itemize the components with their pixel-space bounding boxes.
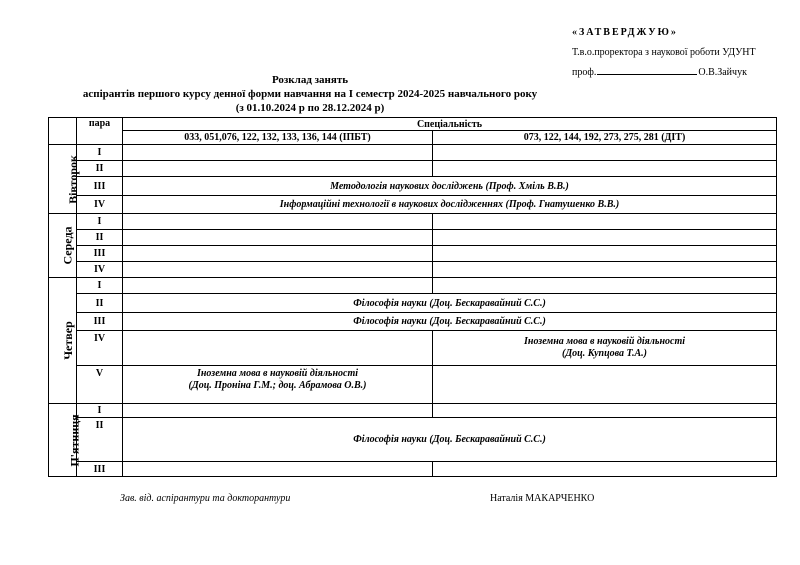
schedule-cell xyxy=(123,278,433,294)
table-row xyxy=(49,177,777,196)
document-subtitle: аспірантів першого курсу денної форми навчання на І семестр 2024-2025 навчального року xyxy=(82,88,538,101)
pair-number: II xyxy=(77,161,123,177)
pair-number: III xyxy=(77,177,123,196)
schedule-cell xyxy=(433,230,777,246)
table-row xyxy=(49,331,777,366)
approval-name: О.В.Зайчук xyxy=(698,67,747,78)
pair-number: I xyxy=(77,404,123,418)
header-specialty: Спеціальність xyxy=(123,118,777,131)
table-row xyxy=(49,161,777,177)
subject-teacher: (Доц. Купцова Т.А.) xyxy=(562,348,648,359)
document-title: Розклад занять xyxy=(271,74,349,86)
pair-number: IV xyxy=(77,262,123,278)
pair-number: I xyxy=(77,214,123,230)
day-label: Четвер xyxy=(60,321,75,360)
table-header-row xyxy=(49,118,777,131)
pair-number: III xyxy=(77,313,123,331)
subject-cell xyxy=(433,331,777,366)
subject-teacher: (Доц. Проніна Г.М.; доц. Абрамова О.В.) xyxy=(188,380,367,391)
subject-cell: Філософія науки (Доц. Бескаравайний С.С.) xyxy=(123,418,777,462)
schedule-cell xyxy=(433,262,777,278)
approval-prefix: проф. xyxy=(572,67,597,78)
schedule-cell xyxy=(123,230,433,246)
schedule-cell xyxy=(123,331,433,366)
subject-cell xyxy=(123,366,433,404)
schedule-cell xyxy=(123,462,433,477)
approval-position: Т.в.о.проректора з наукової роботи УДУНТ xyxy=(572,47,756,58)
header-group-dit: 073, 122, 144, 192, 273, 275, 281 (ДІТ) xyxy=(433,131,777,145)
pair-number: II xyxy=(77,230,123,246)
schedule-cell xyxy=(433,366,777,404)
pair-number: I xyxy=(77,278,123,294)
header-group-ipbt: 033, 051,076, 122, 132, 133, 136, 144 (ІПБТ) xyxy=(123,131,433,145)
schedule-cell xyxy=(433,246,777,262)
schedule-cell xyxy=(123,214,433,230)
subject-title: Іноземна мова в науковій діяльності xyxy=(196,368,358,379)
footer-position: Зав. від. аспірантури та докторантури xyxy=(120,493,291,504)
day-label: Середа xyxy=(60,226,75,265)
table-row xyxy=(49,313,777,331)
day-tuesday xyxy=(49,145,80,214)
schedule-cell xyxy=(123,246,433,262)
day-label: Вівторок xyxy=(65,154,80,204)
pair-number: II xyxy=(77,418,123,462)
document-header xyxy=(0,73,620,115)
schedule-cell xyxy=(433,145,777,161)
schedule-cell xyxy=(433,278,777,294)
pair-number: III xyxy=(77,462,123,477)
table-row xyxy=(49,404,777,418)
table-row xyxy=(49,278,777,294)
schedule-cell xyxy=(433,404,777,418)
header-day-cell xyxy=(49,118,77,145)
table-row xyxy=(49,145,777,161)
document-period: (з 01.10.2024 р по 28.12.2024 р) xyxy=(235,102,385,115)
table-row xyxy=(49,462,777,477)
pair-number: III xyxy=(77,246,123,262)
subject-cell: Філософія науки (Доц. Бескаравайний С.С.) xyxy=(123,294,777,313)
table-header-groups-row xyxy=(49,131,777,145)
schedule-cell xyxy=(123,145,433,161)
pair-number: IV xyxy=(77,331,123,366)
table-row xyxy=(49,262,777,278)
table-row xyxy=(49,294,777,313)
table-row xyxy=(49,230,777,246)
pair-number: I xyxy=(77,145,123,161)
day-label: П'ятниця xyxy=(67,413,82,467)
day-thursday xyxy=(49,278,77,404)
table-row xyxy=(49,214,777,230)
pair-number: IV xyxy=(77,196,123,214)
subject-cell: Методологія наукових досліджень (Проф. Хміль В.В.) xyxy=(123,177,777,196)
schedule-cell xyxy=(123,262,433,278)
schedule-cell xyxy=(123,161,433,177)
pair-number: II xyxy=(77,294,123,313)
header-para: пара xyxy=(77,118,123,145)
table-row xyxy=(49,418,777,462)
footer-name: Наталія МАКАРЧЕНКО xyxy=(490,493,595,504)
schedule-cell xyxy=(123,404,433,418)
table-row xyxy=(49,366,777,404)
subject-title: Іноземна мова в науковій діяльності xyxy=(524,336,686,347)
table-row xyxy=(49,196,777,214)
schedule-table xyxy=(48,117,777,477)
schedule-cell xyxy=(433,161,777,177)
subject-cell: Філософія науки (Доц. Бескаравайний С.С.) xyxy=(123,313,777,331)
pair-number: V xyxy=(77,366,123,404)
day-wednesday xyxy=(49,214,77,278)
schedule-cell xyxy=(433,462,777,477)
table-row xyxy=(49,246,777,262)
subject-cell: Інформаційні технології в наукових дослідженнях (Проф. Гнатушенко В.В.) xyxy=(123,196,777,214)
schedule-cell xyxy=(433,214,777,230)
approval-title: «ЗАТВЕРДЖУЮ» xyxy=(572,27,678,38)
approval-block xyxy=(572,27,792,78)
day-friday xyxy=(49,404,82,477)
